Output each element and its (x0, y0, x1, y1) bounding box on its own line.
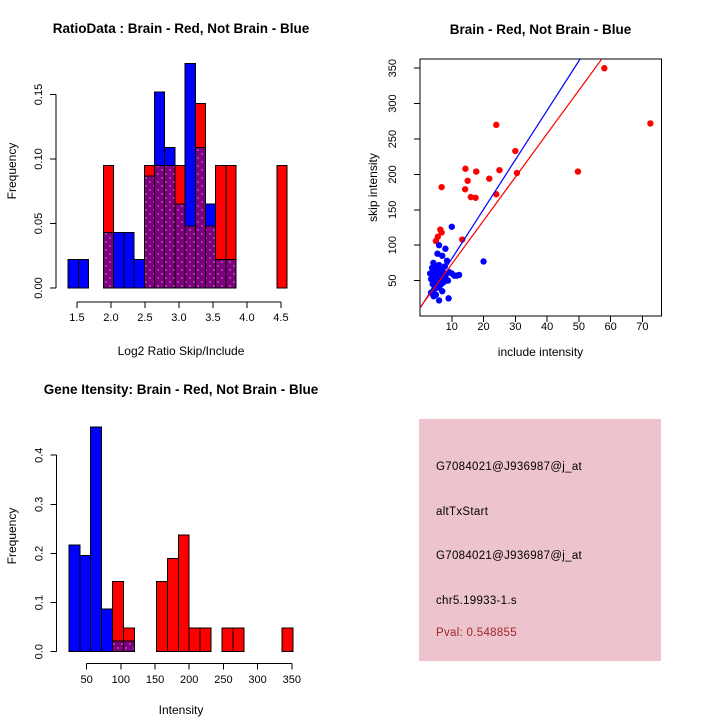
hist-bar (156, 581, 167, 651)
tick-label: 100 (387, 236, 399, 255)
probe-id-line-2: G7084021@J936987@j_at (436, 550, 583, 562)
hist-bar-overlap (216, 260, 226, 288)
tick-label: 50 (572, 321, 586, 333)
data-point (472, 195, 478, 201)
data-point (462, 166, 468, 172)
scatter-xlabel: include intensity (497, 345, 584, 359)
ratio-histogram-plot (33, 64, 289, 324)
pval-line: Pval: 0.548855 (436, 627, 517, 639)
y-axis (33, 84, 56, 299)
tick-label: 0.0 (33, 644, 46, 660)
gene-intensity-xlabel: Intensity (158, 703, 204, 717)
scatter-title: Brain - Red, Not Brain - Blue (449, 22, 632, 37)
chromosome-line: chr5.19933-1.s (436, 595, 517, 607)
tick-label: 3.0 (171, 312, 187, 324)
hist-bar (69, 545, 80, 652)
ratio-histogram-xlabel: Log2 Ratio Skip/Include (117, 344, 245, 358)
tick-label: 150 (145, 674, 165, 686)
ratio-histogram-title: RatioData : Brain - Red, Not Brain - Blue (52, 21, 310, 36)
tick-label: 50 (387, 274, 399, 287)
tick-label: 100 (111, 674, 130, 686)
data-point (601, 65, 607, 71)
hist-bar (282, 628, 293, 652)
data-point (464, 178, 470, 184)
hist-bar (178, 535, 189, 652)
tick-label: 250 (387, 129, 399, 149)
hist-bar-overlap (113, 641, 124, 652)
gene-intensity-title: Gene Itensity: Brain - Red, Not Brain - Blue (43, 382, 319, 397)
data-point (512, 148, 518, 154)
data-point (439, 288, 445, 294)
hist-bar-overlap (165, 165, 175, 288)
tick-label: 40 (540, 321, 554, 333)
data-point (445, 277, 451, 283)
hist-bar (102, 609, 113, 652)
fit-lines (420, 59, 602, 308)
ratio-histogram-ylabel: Frequency (5, 142, 19, 200)
fit-line-not-brain-fit (420, 59, 580, 308)
hist-bar (68, 260, 78, 288)
hist-bar (189, 628, 200, 652)
ratio-histogram-panel (0, 0, 360, 370)
data-point (462, 186, 468, 192)
tick-label: 0.1 (33, 594, 46, 611)
data-point (493, 122, 499, 128)
data-point (496, 167, 502, 173)
hist-bar (233, 628, 244, 652)
gene-intensity-ylabel: Frequency (5, 507, 19, 565)
hist-bar-overlap (226, 260, 236, 288)
data-point (473, 168, 479, 174)
hist-bar (167, 558, 178, 651)
data-point (436, 297, 442, 303)
data-point (445, 295, 451, 301)
scatter-ylabel: skip intensity (366, 153, 380, 222)
data-point (456, 272, 462, 278)
data-point (438, 184, 444, 190)
hist-bar (277, 165, 287, 288)
hist-bar-overlap (185, 226, 195, 288)
hist-bar-overlap (175, 204, 185, 288)
tick-label: 150 (387, 200, 399, 219)
tick-label: 300 (248, 674, 267, 686)
hist-bar-overlap (154, 165, 164, 288)
tick-label: 30 (509, 321, 522, 333)
tick-label: 1.5 (69, 312, 85, 324)
data-point (486, 175, 492, 181)
data-point (436, 242, 442, 248)
tick-label: 3.5 (205, 312, 221, 324)
tick-label: 4.5 (273, 312, 289, 324)
histogram-bars (68, 64, 287, 288)
x-axis (69, 302, 288, 324)
tick-label: 350 (387, 59, 399, 78)
tick-label: 0.00 (33, 277, 45, 299)
tick-label: 0.3 (33, 496, 46, 512)
tick-label: 2.5 (137, 312, 153, 324)
hist-bar-overlap (205, 226, 215, 288)
x-axis (80, 664, 300, 687)
hist-bar (134, 260, 144, 288)
data-point (442, 246, 448, 252)
hist-bar (91, 427, 102, 651)
tick-label: 300 (387, 94, 399, 113)
y-axis (34, 448, 57, 660)
data-point (480, 258, 486, 264)
hist-bar-overlap (103, 233, 113, 288)
event-type-line: altTxStart (436, 506, 489, 518)
data-point (449, 224, 455, 230)
hist-bar (114, 233, 124, 288)
tick-label: 0.2 (33, 545, 46, 562)
tick-label: 10 (445, 321, 458, 333)
tick-label: 200 (180, 674, 199, 686)
tick-label: 4.0 (239, 312, 255, 324)
hist-bar-overlap (124, 641, 135, 652)
hist-bar-overlap (144, 176, 154, 288)
tick-label: 0.05 (33, 212, 45, 235)
histogram-bars (69, 427, 293, 651)
hist-bar (222, 628, 233, 652)
x-axis (446, 316, 649, 333)
scatter-plot (387, 59, 662, 333)
tick-label: 0.15 (33, 83, 45, 106)
gene-intensity-plot (34, 427, 301, 686)
hist-bar (124, 233, 134, 288)
tick-label: 2.0 (103, 312, 119, 324)
tick-label: 50 (80, 674, 93, 686)
tick-label: 0.4 (33, 447, 46, 463)
hist-bar-overlap (195, 147, 205, 288)
tick-label: 0.10 (33, 148, 45, 170)
fit-line-brain-fit (420, 59, 602, 308)
hist-bar (80, 555, 91, 651)
tick-label: 70 (636, 321, 649, 333)
hist-bar (200, 628, 211, 652)
data-point (647, 120, 653, 126)
scatter-points-brain (433, 65, 654, 244)
y-axis (387, 59, 420, 287)
data-point (439, 253, 445, 259)
tick-label: 350 (282, 674, 301, 686)
tick-label: 60 (604, 321, 617, 333)
gene-intensity-histogram-panel (0, 370, 360, 720)
tick-label: 200 (387, 165, 399, 184)
data-point (575, 168, 581, 174)
tick-label: 250 (214, 674, 233, 686)
tick-label: 20 (477, 321, 490, 333)
info-box (419, 419, 661, 661)
data-point (438, 229, 444, 235)
gene-info-panel (360, 370, 720, 720)
hist-bar (78, 260, 88, 288)
probe-id-line-1: G7084021@J936987@j_at (436, 461, 583, 473)
intensity-scatter-panel (360, 0, 720, 370)
